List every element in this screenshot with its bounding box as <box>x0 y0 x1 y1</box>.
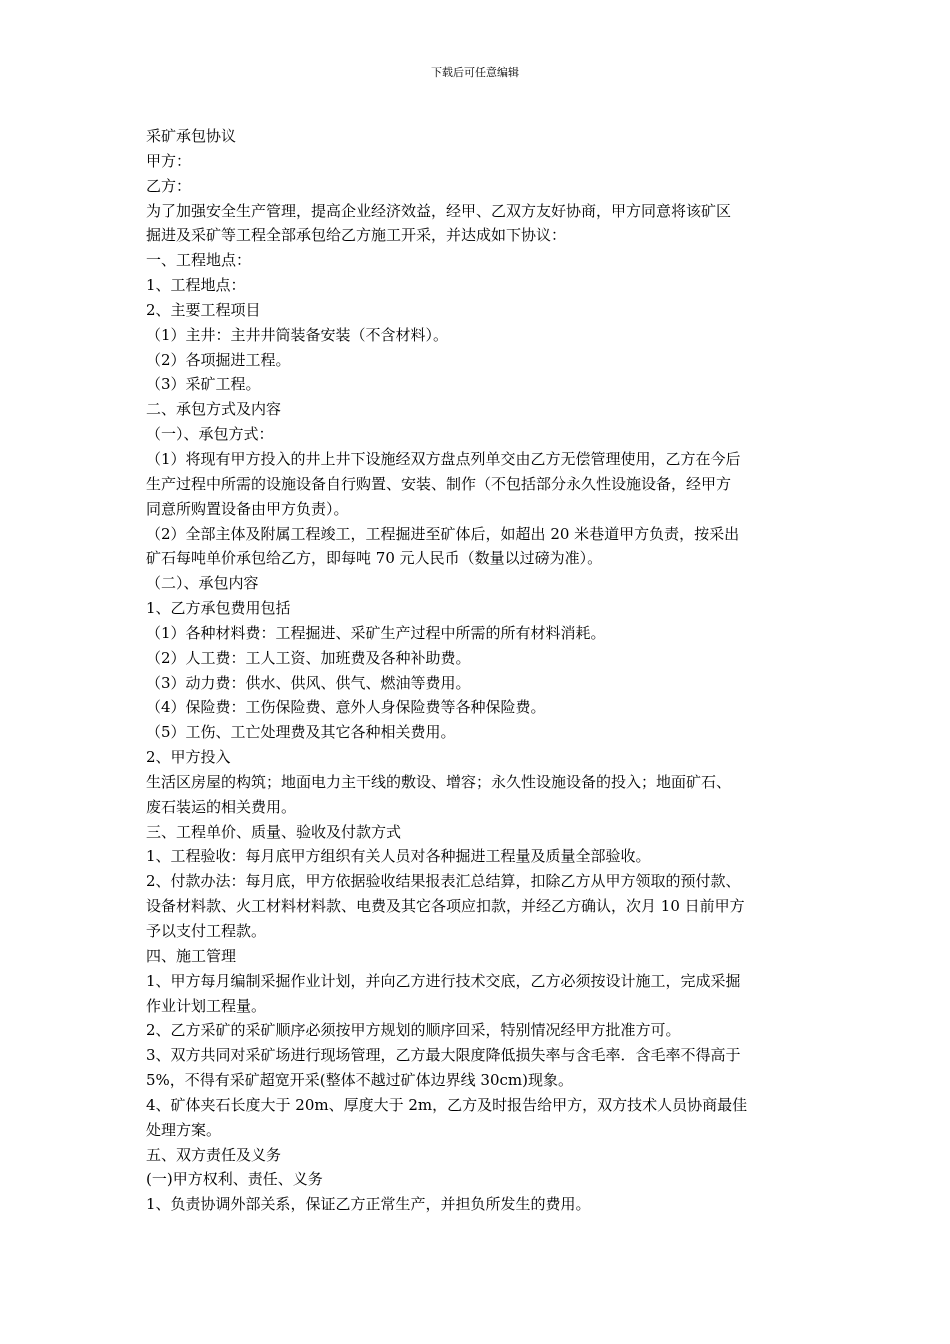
text-line: 废石装运的相关费用。 <box>146 797 297 816</box>
text-line: 1、乙方承包费用包括 <box>146 599 291 618</box>
text-line: 矿石每吨单价承包给乙方，即每吨 70 元人民币（数量以过磅为准）。 <box>146 549 603 568</box>
text-line: （二）、承包内容 <box>146 574 259 593</box>
text-line: （3）动力费：供水、供风、供气、燃油等费用。 <box>146 673 471 692</box>
text-line: （2）人工费：工人工资、加班费及各种补助费。 <box>146 648 471 667</box>
text-line: 四、施工管理 <box>146 946 237 965</box>
text-line: 生活区房屋的构筑；地面电力主干线的敷设、增容；永久性设施设备的投入；地面矿石、 <box>146 772 732 791</box>
text-line: 甲方： <box>146 151 192 170</box>
text-line: 三、工程单价、质量、验收及付款方式 <box>146 822 402 841</box>
text-line: 5%，不得有采矿超宽开采(整体不越过矿体边界线 30cm)现象。 <box>146 1071 573 1090</box>
text-line: 处理方案。 <box>146 1120 222 1139</box>
text-line: 生产过程中所需的设施设备自行购置、安装、制作（不包括部分永久性设施设备，经甲方 <box>146 474 732 493</box>
text-line: 乙方： <box>146 176 192 195</box>
text-line: 3、双方共同对采矿场进行现场管理，乙方最大限度降低损失率与含毛率．含毛率不得高于 <box>146 1046 741 1065</box>
text-line: （2）全部主体及附属工程竣工，工程掘进至矿体后，如超出 20 米巷道甲方负责，按采出 <box>146 524 740 543</box>
text-line: 4、矿体夹石长度大于 20m、厚度大于 2m，乙方及时报告给甲方，双方技术人员协商最佳 <box>146 1095 748 1114</box>
text-line: 设备材料款、火工材料材料款、电费及其它各项应扣款，并经乙方确认，次月 10 日前甲方 <box>146 897 745 916</box>
text-line: 2、甲方投入 <box>146 748 231 767</box>
text-line: 1、工程验收：每月底甲方组织有关人员对各种掘进工程量及质量全部验收。 <box>146 847 651 866</box>
text-line: （一）、承包方式： <box>146 425 274 444</box>
text-line: （1）将现有甲方投入的井上井下设施经双方盘点列单交由乙方无偿管理使用，乙方在今后 <box>146 449 741 468</box>
text-line: 为了加强安全生产管理，提高企业经济效益，经甲、乙双方友好协商，甲方同意将该矿区 <box>146 201 732 220</box>
text-line: (一)甲方权利、责任、义务 <box>146 1170 323 1189</box>
text-line: 2、付款办法：每月底，甲方依据验收结果报表汇总结算，扣除乙方从甲方领取的预付款、 <box>146 872 741 891</box>
text-line: （3）采矿工程。 <box>146 375 261 394</box>
text-line: 掘进及采矿等工程全部承包给乙方施工开采，并达成如下协议： <box>146 226 567 245</box>
text-line: 1、工程地点： <box>146 276 246 295</box>
text-line: 一、工程地点： <box>146 251 252 270</box>
text-line: （2）各项掘进工程。 <box>146 350 291 369</box>
text-line: 采矿承包协议 <box>146 127 237 145</box>
document-body <box>146 124 808 1217</box>
text-line: 作业计划工程量。 <box>146 996 267 1015</box>
text-line: 2、乙方采矿的采矿顺序必须按甲方规划的顺序回采，特别情况经甲方批准方可。 <box>146 1021 681 1040</box>
text-line: （1）各种材料费：工程掘进、采矿生产过程中所需的所有材料消耗。 <box>146 623 606 642</box>
text-line: 同意所购置设备由甲方负责）。 <box>146 499 349 518</box>
text-line: 二、承包方式及内容 <box>146 400 282 419</box>
page-header: 下载后可任意编辑 <box>431 66 519 79</box>
text-line: 1、甲方每月编制采掘作业计划，并向乙方进行技术交底，乙方必须按设计施工，完成采掘 <box>146 971 741 990</box>
text-line: 予以支付工程款。 <box>146 922 267 940</box>
text-line: （4）保险费：工伤保险费、意外人身保险费等各种保险费。 <box>146 698 546 717</box>
text-line: 2、主要工程项目 <box>146 300 261 319</box>
text-line: 五、双方责任及义务 <box>146 1145 282 1164</box>
text-line: （1）主井：主井井筒装备安装（不含材料）。 <box>146 325 449 344</box>
text-line: 1、负责协调外部关系，保证乙方正常生产，并担负所发生的费用。 <box>146 1195 591 1214</box>
text-line: （5）工伤、工亡处理费及其它各种相关费用。 <box>146 723 456 742</box>
